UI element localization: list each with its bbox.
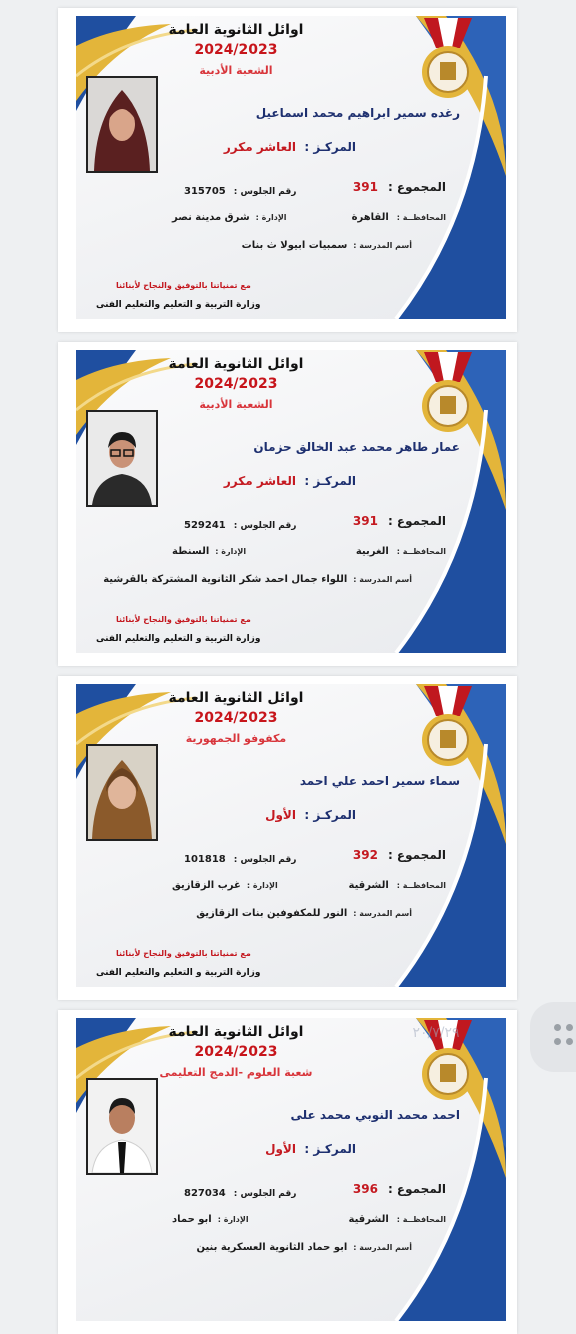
- branch-label: الشعبة الأدبية: [199, 398, 273, 411]
- student-card-4[interactable]: [58, 1010, 517, 1334]
- certificate: [76, 16, 506, 319]
- school-value: ابو حماد الثانوية العسكرية بنين: [196, 1242, 348, 1253]
- total-value: 396: [352, 1182, 378, 1196]
- seat-label: رقم الجلوس :: [233, 855, 297, 865]
- school-row: [242, 240, 412, 251]
- student-card-1[interactable]: [58, 8, 517, 332]
- certificate-title: اوائل الثانوية العامة: [168, 1024, 304, 1040]
- date-stamp: ٢٠/٧/٢٩: [412, 1025, 460, 1041]
- student-name: رغده سمير ابراهيم محمد اسماعيل: [255, 106, 460, 120]
- academic-year: 2024/2023: [194, 376, 278, 392]
- student-card-2[interactable]: [58, 342, 517, 666]
- total-row: [353, 514, 446, 528]
- rank-row: [172, 1142, 356, 1156]
- student-photo: [86, 744, 158, 841]
- total-label: المجموع :: [387, 848, 446, 862]
- wishes-text: مع تمنياتنا بالتوفيق والنجاح لأبنائنا: [116, 281, 251, 290]
- total-row: [353, 1182, 446, 1196]
- student-photo: [86, 76, 158, 173]
- total-value: 391: [352, 180, 378, 194]
- governorate-label: المحافظــة :: [396, 547, 446, 556]
- rank-label: المركـز :: [304, 1142, 356, 1156]
- seat-label: رقم الجلوس :: [233, 1189, 297, 1199]
- male-glasses-photo: [88, 412, 156, 505]
- rank-row: [172, 808, 356, 822]
- administration-row: [172, 880, 278, 891]
- governorate-value: الشرقية: [348, 880, 389, 891]
- rank-value: العاشر مكرر: [223, 474, 296, 488]
- administration-label: الإدارة :: [246, 881, 278, 890]
- seat-value: 529241: [184, 520, 226, 531]
- academic-year: 2024/2023: [194, 42, 278, 58]
- governorate-value: القاهرة: [351, 212, 389, 223]
- student-name: سماء سمير احمد علي احمد: [299, 774, 460, 788]
- governorate-row: [349, 1214, 447, 1225]
- school-row: [196, 1242, 412, 1253]
- certificate: [76, 1018, 506, 1321]
- student-name: عمار طاهر محمد عبد الخالق حزمان: [253, 440, 460, 454]
- date-stamp: [386, 16, 486, 46]
- date-stamp: [386, 350, 486, 380]
- governorate-row: [356, 546, 446, 557]
- branch-label: مكفوفو الجمهورية: [185, 732, 287, 745]
- administration-value: السنطة: [172, 546, 210, 557]
- ministry-name: وزارة التربية و التعليم والتعليم الفنى: [96, 968, 261, 978]
- seat-value: 101818: [184, 854, 226, 865]
- seat-value: 827034: [184, 1188, 226, 1199]
- options-dot: [554, 1038, 561, 1045]
- ministry-name: وزارة التربية و التعليم والتعليم الفنى: [96, 300, 261, 310]
- administration-label: الإدارة :: [215, 547, 247, 556]
- administration-row: [172, 212, 287, 223]
- governorate-label: المحافظــة :: [396, 1215, 446, 1224]
- ministry-name: وزارة التربية و التعليم والتعليم الفنى: [96, 634, 261, 644]
- branch-label: شعبة العلوم -الدمج التعليمى: [159, 1066, 313, 1079]
- governorate-value: الغربية: [355, 546, 389, 557]
- administration-row: [172, 546, 246, 557]
- school-label: أسم المدرسة :: [353, 241, 412, 250]
- school-row: [196, 908, 412, 919]
- school-label: أسم المدرسة :: [353, 575, 412, 584]
- seat-row: [184, 1188, 296, 1199]
- school-value: اللواء جمال احمد شكر الثانوية المشتركة بالقرشية: [103, 574, 348, 585]
- school-value: سمبيات ابيولا ث بنات: [241, 240, 348, 251]
- wishes-text: مع تمنياتنا بالتوفيق والنجاح لأبنائنا: [116, 615, 251, 624]
- seat-row: [184, 186, 296, 197]
- total-label: المجموع :: [387, 180, 446, 194]
- student-name: احمد محمد النوبي محمد على: [290, 1108, 460, 1122]
- certificate-title: اوائل الثانوية العامة: [168, 690, 304, 706]
- rank-value: العاشر مكرر: [223, 140, 296, 154]
- administration-row: [172, 1214, 249, 1225]
- administration-value: شرق مدينة نصر: [172, 212, 250, 223]
- female-scarf-photo: [88, 746, 156, 839]
- total-label: المجموع :: [387, 514, 446, 528]
- rank-row: [172, 474, 356, 488]
- female-hijab-photo: [88, 78, 156, 171]
- seat-row: [184, 520, 296, 531]
- academic-year: 2024/2023: [194, 1044, 278, 1060]
- academic-year: 2024/2023: [194, 710, 278, 726]
- rank-value: الأول: [265, 808, 296, 822]
- rank-label: المركـز :: [304, 140, 356, 154]
- rank-label: المركـز :: [304, 808, 356, 822]
- student-photo: [86, 410, 158, 507]
- date-stamp: [386, 684, 486, 714]
- student-card-3[interactable]: [58, 676, 517, 1000]
- school-label: أسم المدرسة :: [353, 909, 412, 918]
- administration-value: غرب الزقازيق: [172, 880, 241, 891]
- certificate: [76, 350, 506, 653]
- total-value: 391: [352, 514, 378, 528]
- branch-label: الشعبة الأدبية: [199, 64, 273, 77]
- rank-row: [172, 140, 356, 154]
- seat-label: رقم الجلوس :: [233, 521, 297, 531]
- governorate-value: الشرقية: [348, 1214, 389, 1225]
- certificate-title: اوائل الثانوية العامة: [168, 356, 304, 372]
- options-dot: [566, 1038, 573, 1045]
- administration-value: ابو حماد: [172, 1214, 212, 1225]
- governorate-row: [349, 880, 447, 891]
- male-suit-photo: [88, 1080, 156, 1173]
- options-dot: [554, 1024, 561, 1031]
- administration-label: الإدارة :: [217, 1215, 249, 1224]
- governorate-label: المحافظــة :: [396, 213, 446, 222]
- total-label: المجموع :: [387, 1182, 446, 1196]
- school-row: [103, 574, 412, 585]
- administration-label: الإدارة :: [255, 213, 287, 222]
- seat-value: 315705: [184, 186, 226, 197]
- total-row: [353, 180, 446, 194]
- options-dot: [566, 1024, 573, 1031]
- school-label: أسم المدرسة :: [353, 1243, 412, 1252]
- student-photo: [86, 1078, 158, 1175]
- total-value: 392: [352, 848, 378, 862]
- certificate: [76, 684, 506, 987]
- certificate-title: اوائل الثانوية العامة: [168, 22, 304, 38]
- wishes-text: مع تمنياتنا بالتوفيق والنجاح لأبنائنا: [116, 949, 251, 958]
- seat-row: [184, 854, 296, 865]
- governorate-label: المحافظــة :: [396, 881, 446, 890]
- rank-value: الأول: [265, 1142, 296, 1156]
- governorate-row: [352, 212, 446, 223]
- school-value: النور للمكفوفين بنات الزقازيق: [196, 908, 348, 919]
- seat-label: رقم الجلوس :: [233, 187, 297, 197]
- total-row: [353, 848, 446, 862]
- rank-label: المركـز :: [304, 474, 356, 488]
- more-options-icon[interactable]: [530, 1002, 576, 1072]
